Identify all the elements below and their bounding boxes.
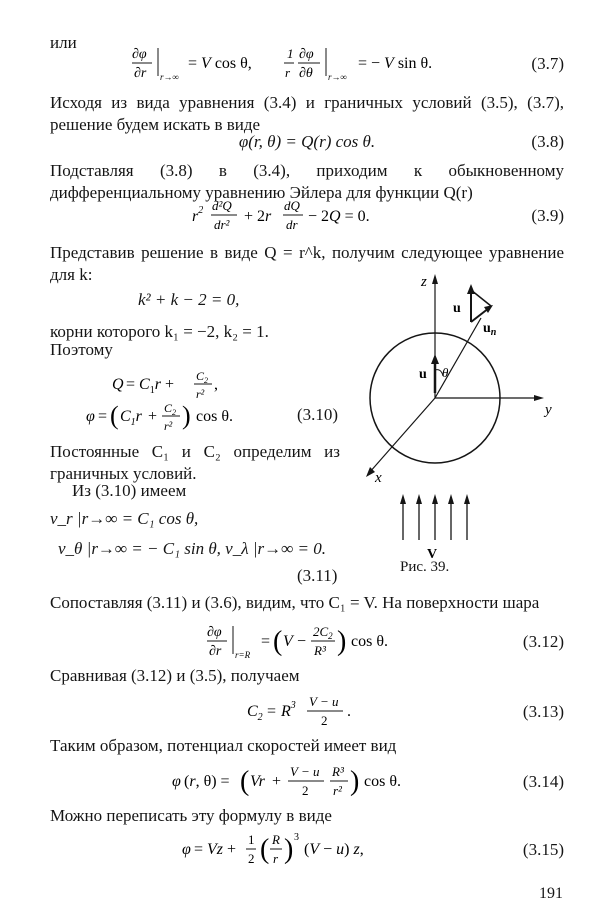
svg-text:(: (: [260, 834, 270, 865]
formula-3-8: φ(r, θ) = Q(r) cos θ.: [238, 132, 376, 151]
svg-text:1: 1: [287, 46, 294, 61]
svg-text:R3: $R^3$: [281, 700, 296, 720]
svg-text:2: 2: [321, 713, 328, 728]
equation-3-13: [50, 694, 564, 730]
svg-text:d²Q: d²Q: [212, 198, 232, 213]
equation-3-11b: v_θ |r→∞ = − C₁ sin θ, v_λ |r→∞ = 0.: [58, 539, 326, 558]
equation-3-10: [86, 400, 276, 434]
text-ili: или: [50, 33, 77, 52]
svg-text:): ): [350, 766, 360, 797]
svg-text:(: (: [240, 766, 250, 797]
svg-text:2: 2: [302, 783, 309, 798]
svg-text:= Vz +: = Vz +: [194, 841, 237, 858]
svg-text:C2: $C_2$: [196, 369, 209, 385]
paragraph-10: Можно переписать эту формулу в виде: [50, 806, 332, 825]
svg-text:V − u: V − u: [290, 764, 320, 779]
flow-arrows: [403, 500, 467, 540]
svg-text:∂r: ∂r: [134, 66, 147, 81]
svg-text:3: 3: [294, 832, 299, 843]
svg-text:∂r: ∂r: [209, 644, 222, 659]
formula-3-15: [182, 830, 432, 870]
svg-text:= V cos θ,: = V cos θ,: [188, 55, 252, 72]
formula-Q: [112, 368, 232, 402]
formula-3-9: [192, 196, 422, 236]
formula-3-13: [247, 692, 367, 732]
svg-text:−: −: [297, 633, 307, 650]
paragraph-4b: Поэтому: [50, 340, 113, 359]
svg-text:∂φ: ∂φ: [299, 47, 314, 62]
svg-text:+: +: [272, 773, 282, 790]
formula-3-7: [132, 44, 482, 84]
paragraph-4a: корни которого k₁ = −2, k₂ = 1.: [50, 322, 269, 341]
paragraph-1: Исходя из вида уравнения (3.4) и граничных условий (3.5), (3.7), решение будем искать в виде: [50, 93, 564, 134]
equation-3-7: [50, 46, 564, 82]
svg-text:(V − u) z,: (V − u) z,: [304, 841, 364, 858]
z-label: z: [421, 274, 427, 290]
svg-text:φ: φ: [172, 773, 181, 790]
svg-text:r: r: [273, 851, 279, 866]
svg-text:dQ: dQ: [284, 198, 300, 213]
svg-text:∂θ: ∂θ: [299, 66, 313, 81]
svg-text:= − V sin θ.: = − V sin θ.: [358, 55, 433, 72]
y-label: y: [545, 402, 552, 418]
svg-text:C2: $C_2$: [164, 401, 177, 417]
svg-text:=: =: [261, 633, 271, 650]
svg-text:∂φ: ∂φ: [132, 47, 147, 62]
svg-text:r: r: [285, 65, 291, 80]
svg-text:+ 2r: + 2r: [244, 208, 272, 225]
equation-3-11a: v_r |r→∞ = C₁ cos θ,: [50, 509, 199, 528]
x-label: x: [375, 470, 382, 486]
surface-u-label: u: [453, 301, 461, 316]
equation-number-3-14: (3.14): [522, 772, 564, 791]
svg-text:r²: r²: [333, 783, 342, 798]
flow-V-label: V: [427, 547, 438, 562]
svg-text:(: (: [273, 626, 283, 657]
svg-text:r=R: r=R: [235, 650, 251, 660]
equation-number-3-7: (3.7): [531, 54, 564, 73]
svg-text:R³: R³: [332, 764, 344, 779]
equation-k: k² + k − 2 = 0,: [138, 290, 240, 309]
inner-u-label: u: [419, 367, 427, 382]
svg-text:=: =: [98, 408, 108, 425]
svg-text:R³: R³: [314, 643, 326, 658]
normal-component-line: [471, 290, 491, 306]
page-number: 191: [539, 885, 563, 902]
paragraph-9: Таким образом, потенциал скоростей имеет вид: [50, 736, 397, 755]
un-label: $u_n$: [483, 321, 497, 338]
svg-text:φ: φ: [182, 841, 191, 858]
svg-text:= C1r +: = $C_1r$ +: [126, 376, 174, 396]
svg-text:=: =: [267, 703, 277, 720]
formula-3-14: [172, 762, 442, 802]
svg-text:r²: r²: [164, 419, 173, 433]
svg-text:2: 2: [248, 851, 255, 866]
svg-text:cos θ.: cos θ.: [364, 773, 401, 790]
svg-text:cos θ.: cos θ.: [351, 633, 388, 650]
svg-text:(r, θ) =: (r, θ) =: [184, 773, 230, 790]
svg-text:r→∞: r→∞: [160, 72, 179, 82]
equation-number-3-11: (3.11): [297, 566, 338, 585]
paragraph-3: Представив решение в виде Q = r^k, получим следующее уравнение для k:: [50, 243, 564, 284]
svg-text:V: V: [283, 633, 293, 650]
z-axis-arrowhead: [432, 274, 438, 284]
svg-text:Vr: Vr: [250, 773, 265, 790]
svg-text:2C2: $2C_2$: [313, 624, 333, 641]
equation-3-15: [50, 832, 564, 868]
formula-3-10: [86, 400, 276, 434]
svg-text:V − u: V − u: [309, 694, 339, 709]
svg-text:(: (: [110, 401, 119, 430]
paragraph-2: Подставляя (3.8) в (3.4), приходим к обыкновенному дифференциальному уравнению Эйлера для функции Q(r): [50, 161, 564, 202]
svg-text:R: R: [272, 832, 280, 847]
equation-number-3-9: (3.9): [531, 206, 564, 225]
svg-text:,: ,: [214, 376, 218, 393]
svg-text:+: +: [148, 408, 158, 425]
svg-text:1: 1: [248, 832, 255, 847]
svg-text:∂φ: ∂φ: [207, 625, 222, 640]
svg-text:.: .: [347, 703, 351, 720]
svg-text:dr²: dr²: [214, 217, 230, 232]
formula-3-12: [207, 622, 407, 662]
svg-text:r2: $r^2$: [192, 205, 204, 225]
svg-text:φ: φ: [86, 408, 95, 425]
svg-text:cos θ.: cos θ.: [196, 408, 233, 425]
equation-3-14: [50, 764, 564, 800]
equation-number-3-15: (3.15): [522, 840, 564, 859]
paragraph-5: Постоянные C₁ и C₂ определим из граничных условий.: [50, 442, 340, 483]
svg-text:Q: Q: [112, 376, 124, 393]
equation-number-3-13: (3.13): [522, 702, 564, 721]
svg-text:r²: r²: [196, 387, 205, 401]
equation-number-3-12: (3.12): [522, 632, 564, 651]
equation-3-9: [50, 198, 564, 234]
paragraph-7: Сопоставляя (3.11) и (3.6), видим, что C₁ = V. На поверхности шара: [50, 593, 540, 612]
paragraph-8: Сравнивая (3.12) и (3.5), получаем: [50, 666, 300, 685]
svg-text:): ): [284, 834, 294, 865]
equation-3-8: [50, 124, 564, 160]
figure-39: [355, 268, 565, 568]
figure-caption: Рис. 39.: [400, 559, 450, 575]
svg-text:): ): [337, 626, 347, 657]
equation-3-12: [50, 624, 564, 660]
svg-text:C1r: $C_1r$: [120, 408, 142, 428]
equation-number-3-8: (3.8): [531, 132, 564, 151]
equation-Q: [112, 368, 232, 402]
svg-text:C2: $C_2$: [247, 703, 263, 723]
svg-text:r→∞: r→∞: [328, 72, 347, 82]
y-axis-arrowhead: [534, 395, 544, 401]
equation-number-3-10: (3.10): [297, 405, 339, 424]
theta-label: θ: [442, 365, 449, 380]
radius-line: [435, 318, 481, 398]
svg-text:dr: dr: [286, 217, 298, 232]
svg-text:): ): [182, 401, 191, 430]
svg-text:− 2Q = 0.: − 2Q = 0.: [308, 208, 370, 225]
paragraph-6: Из (3.10) имеем: [72, 481, 187, 500]
